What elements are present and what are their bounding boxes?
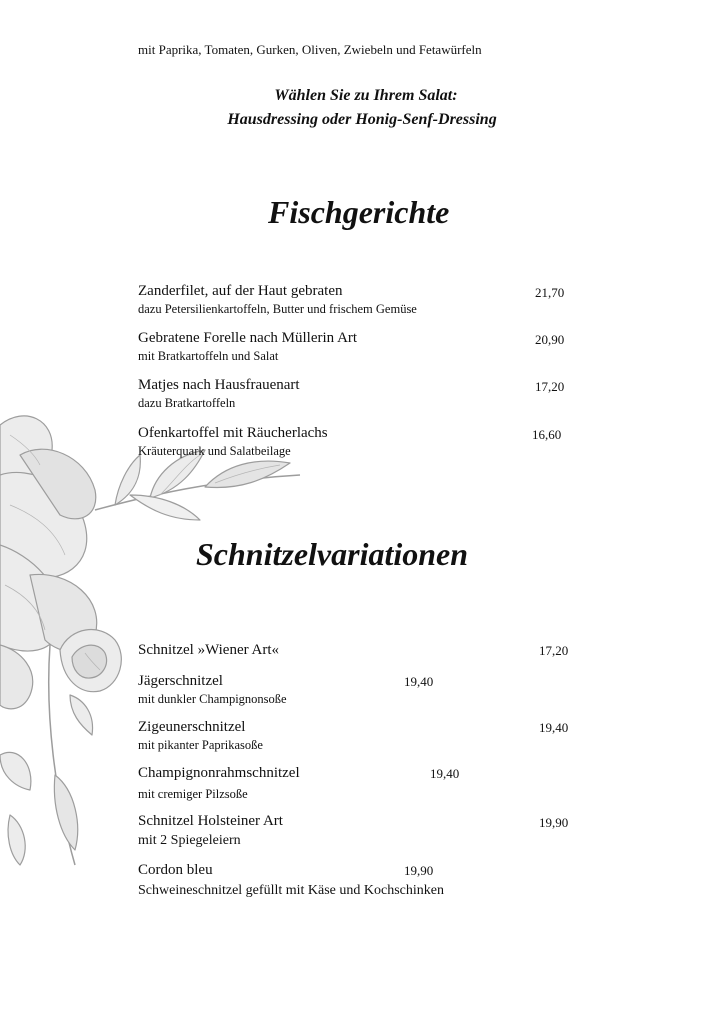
item-price: 16,60: [532, 427, 562, 442]
item-description: dazu Bratkartoffeln: [138, 396, 236, 410]
item-name: Matjes nach Hausfrauenart: [138, 377, 300, 393]
item-price: 21,70: [535, 285, 565, 300]
item-description: mit 2 Spiegeleiern: [138, 833, 241, 848]
salad-note-line-2: Hausdressing oder Honig-Senf-Dressing: [227, 111, 497, 128]
item-price: 17,20: [539, 643, 569, 658]
item-price: 17,20: [535, 379, 565, 394]
item-name: Zigeunerschnitzel: [138, 719, 246, 735]
item-description: mit Bratkartoffeln und Salat: [138, 349, 279, 363]
item-name: Zanderfilet, auf der Haut gebraten: [138, 283, 343, 299]
item-name: Ofenkartoffel mit Räucherlachs: [138, 425, 328, 441]
item-price: 19,40: [539, 720, 569, 735]
item-price: 19,90: [539, 815, 569, 830]
item-description: Kräuterquark und Salatbeilage: [138, 444, 291, 458]
item-description: mit cremiger Pilzsoße: [138, 787, 248, 801]
item-price: 20,90: [535, 332, 565, 347]
section-title-fish: Fischgerichte: [268, 194, 450, 230]
salad-note-line-1: Wählen Sie zu Ihrem Salat:: [274, 87, 458, 104]
item-description: dazu Petersilienkartoffeln, Butter und frischem Gemüse: [138, 302, 417, 316]
item-name: Gebratene Forelle nach Müllerin Art: [138, 330, 358, 346]
item-name: Schnitzel Holsteiner Art: [138, 813, 283, 829]
item-name: Cordon bleu: [138, 862, 213, 878]
item-description: Schweineschnitzel gefüllt mit Käse und Kochschinken: [138, 883, 444, 898]
item-description: mit pikanter Paprikasoße: [138, 738, 263, 752]
item-price: 19,90: [404, 863, 434, 878]
item-price: 19,40: [404, 674, 434, 689]
item-price: 19,40: [430, 766, 460, 781]
intro-description: mit Paprika, Tomaten, Gurken, Oliven, Zwiebeln und Fetawürfeln: [138, 42, 482, 57]
item-name: Champignonrahmschnitzel: [138, 765, 300, 781]
item-name: Jägerschnitzel: [138, 673, 223, 689]
item-description: mit dunkler Champignonsoße: [138, 692, 287, 706]
item-name: Schnitzel »Wiener Art«: [138, 642, 280, 658]
section-title-schnitzel: Schnitzelvariationen: [196, 536, 469, 572]
